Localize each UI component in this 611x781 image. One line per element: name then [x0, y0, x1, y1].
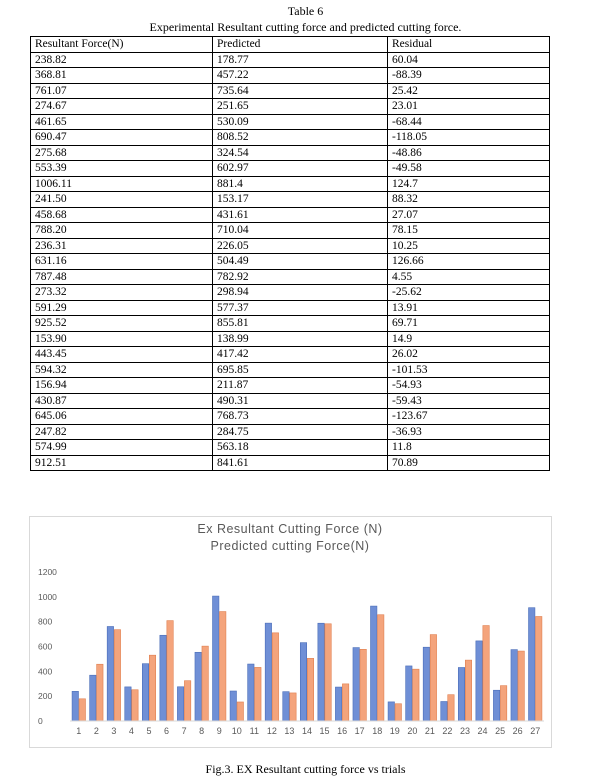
- cell-resultant-force: 430.87: [31, 393, 213, 409]
- bar-experimental: [511, 650, 517, 721]
- cell-predicted: 782.92: [213, 269, 388, 285]
- bar-experimental: [458, 668, 464, 721]
- bar-experimental: [300, 643, 306, 721]
- bar-predicted: [220, 612, 226, 721]
- cell-predicted: 695.85: [213, 362, 388, 378]
- bar-group: [72, 596, 542, 721]
- chart-subtitle: Predicted cutting Force(N): [210, 539, 370, 553]
- table-row: [31, 176, 550, 192]
- cell-residual: 78.15: [388, 223, 550, 239]
- cell-residual: 26.02: [388, 347, 550, 363]
- y-tick-label: 200: [38, 691, 53, 702]
- bar-experimental: [90, 675, 96, 721]
- bar-experimental: [142, 664, 148, 721]
- cell-predicted: 178.77: [213, 52, 388, 68]
- bar-predicted: [132, 690, 138, 721]
- x-tick-label: 27: [530, 726, 541, 736]
- cell-residual: -123.67: [388, 409, 550, 425]
- x-tick-label: 7: [181, 726, 187, 736]
- bar-experimental: [72, 691, 78, 721]
- cell-residual: 27.07: [388, 207, 550, 223]
- cell-resultant-force: 368.81: [31, 68, 213, 84]
- table-row: [31, 130, 550, 146]
- x-tick-label: 4: [128, 726, 134, 736]
- bar-experimental: [318, 623, 324, 721]
- cell-residual: 23.01: [388, 99, 550, 115]
- x-tick-label: 17: [354, 726, 365, 736]
- cell-resultant-force: 787.48: [31, 269, 213, 285]
- cell-resultant-force: 156.94: [31, 378, 213, 394]
- bar-predicted: [395, 704, 401, 721]
- cell-resultant-force: 553.39: [31, 161, 213, 177]
- x-tick-label: 1: [76, 726, 82, 736]
- cell-resultant-force: 153.90: [31, 331, 213, 347]
- bar-experimental: [230, 691, 236, 721]
- header-predicted: Predicted: [213, 37, 388, 53]
- table-row: [31, 285, 550, 301]
- cell-resultant-force: 788.20: [31, 223, 213, 239]
- table-row: [31, 440, 550, 456]
- bar-experimental: [529, 608, 535, 721]
- x-tick-label: 20: [407, 726, 418, 736]
- chart-frame: [29, 516, 552, 748]
- cell-predicted: 153.17: [213, 192, 388, 208]
- x-tick-label: 15: [319, 726, 330, 736]
- bar-predicted: [448, 695, 454, 721]
- cell-resultant-force: 591.29: [31, 300, 213, 316]
- bar-predicted: [97, 664, 103, 721]
- bar-predicted: [465, 660, 471, 721]
- cell-predicted: 602.97: [213, 161, 388, 177]
- bar-experimental: [248, 664, 254, 721]
- table-row: [31, 83, 550, 99]
- cell-predicted: 710.04: [213, 223, 388, 239]
- bar-experimental: [177, 687, 183, 721]
- cell-predicted: 577.37: [213, 300, 388, 316]
- bar-predicted: [342, 684, 348, 721]
- bar-experimental: [335, 687, 341, 721]
- y-tick-label: 1200: [38, 567, 57, 577]
- cell-residual: 13.91: [388, 300, 550, 316]
- cell-residual: -25.62: [388, 285, 550, 301]
- cell-residual: 11.8: [388, 440, 550, 456]
- bar-experimental: [441, 702, 447, 721]
- bar-predicted: [237, 702, 243, 721]
- cell-resultant-force: 236.31: [31, 238, 213, 254]
- bar-experimental: [423, 647, 429, 721]
- cell-resultant-force: 631.16: [31, 254, 213, 270]
- bar-predicted: [518, 651, 524, 721]
- x-tick-label: 9: [216, 726, 222, 736]
- cell-predicted: 504.49: [213, 254, 388, 270]
- bar-experimental: [213, 596, 219, 721]
- table-header-row: [31, 37, 550, 53]
- y-axis-ticks: [38, 567, 57, 726]
- bar-predicted: [483, 626, 489, 721]
- cell-resultant-force: 247.82: [31, 424, 213, 440]
- cell-predicted: 881.4: [213, 176, 388, 192]
- x-tick-label: 18: [372, 726, 383, 736]
- cell-resultant-force: 574.99: [31, 440, 213, 456]
- bar-experimental: [195, 652, 201, 721]
- y-tick-label: 400: [38, 666, 53, 677]
- table-row: [31, 145, 550, 161]
- x-tick-label: 21: [424, 726, 435, 736]
- table-caption: Experimental Resultant cutting force and predicted cutting force.: [149, 20, 462, 34]
- cell-resultant-force: 273.32: [31, 285, 213, 301]
- bar-predicted: [360, 649, 366, 721]
- x-axis-ticks: [76, 726, 540, 736]
- table-row: [31, 331, 550, 347]
- cell-residual: 88.32: [388, 192, 550, 208]
- table-row: [31, 223, 550, 239]
- bar-experimental: [265, 623, 271, 721]
- x-tick-label: 8: [199, 726, 205, 736]
- bar-experimental: [160, 635, 166, 721]
- cell-resultant-force: 458.68: [31, 207, 213, 223]
- y-tick-label: 800: [38, 616, 53, 627]
- cell-residual: -68.44: [388, 114, 550, 130]
- x-tick-label: 14: [301, 726, 313, 736]
- bar-experimental: [406, 666, 412, 721]
- cell-residual: 25.42: [388, 83, 550, 99]
- cell-residual: -49.58: [388, 161, 550, 177]
- table-row: [31, 99, 550, 115]
- cell-residual: -48.86: [388, 145, 550, 161]
- bar-predicted: [307, 658, 313, 721]
- cell-residual: -54.93: [388, 378, 550, 394]
- x-tick-label: 10: [231, 726, 242, 736]
- x-tick-label: 23: [459, 726, 471, 736]
- cell-predicted: 563.18: [213, 440, 388, 456]
- cell-residual: -118.05: [388, 130, 550, 146]
- cell-residual: 14.9: [388, 331, 550, 347]
- bar-predicted: [430, 635, 436, 721]
- bar-predicted: [114, 630, 120, 721]
- table-row: [31, 52, 550, 68]
- cell-residual: -59.43: [388, 393, 550, 409]
- table-row: [31, 347, 550, 363]
- cell-predicted: 431.61: [213, 207, 388, 223]
- cell-predicted: 417.42: [213, 347, 388, 363]
- bar-experimental: [353, 648, 359, 721]
- x-tick-label: 3: [111, 726, 117, 736]
- cell-resultant-force: 594.32: [31, 362, 213, 378]
- table-row: [31, 238, 550, 254]
- header-resultant-force: Resultant Force(N): [31, 37, 213, 53]
- cell-residual: 60.04: [388, 52, 550, 68]
- x-tick-label: 11: [249, 726, 260, 736]
- cell-resultant-force: 241.50: [31, 192, 213, 208]
- bar-predicted: [167, 621, 173, 721]
- bar-experimental: [283, 692, 289, 721]
- x-tick-label: 12: [266, 726, 277, 736]
- table-row: [31, 161, 550, 177]
- bar-predicted: [149, 655, 155, 721]
- cell-residual: -88.39: [388, 68, 550, 84]
- bar-predicted: [272, 633, 278, 721]
- cell-resultant-force: 443.45: [31, 347, 213, 363]
- cell-residual: 124.7: [388, 176, 550, 192]
- cell-predicted: 841.61: [213, 455, 388, 471]
- cell-predicted: 298.94: [213, 285, 388, 301]
- table-row: [31, 409, 550, 425]
- cell-predicted: 530.09: [213, 114, 388, 130]
- cell-resultant-force: 761.07: [31, 83, 213, 99]
- table-row: [31, 378, 550, 394]
- cell-residual: 10.25: [388, 238, 550, 254]
- cell-resultant-force: 275.68: [31, 145, 213, 161]
- cell-predicted: 855.81: [213, 316, 388, 332]
- cell-predicted: 284.75: [213, 424, 388, 440]
- cell-resultant-force: 912.51: [31, 455, 213, 471]
- table-row: [31, 192, 550, 208]
- x-tick-label: 24: [477, 726, 488, 736]
- table-row: [31, 269, 550, 285]
- cell-predicted: 226.05: [213, 238, 388, 254]
- bar-experimental: [107, 627, 113, 721]
- bar-predicted: [536, 617, 542, 721]
- cell-residual: -101.53: [388, 362, 550, 378]
- cell-predicted: 457.22: [213, 68, 388, 84]
- table-row: [31, 300, 550, 316]
- cell-predicted: 211.87: [213, 378, 388, 394]
- bar-experimental: [493, 690, 499, 721]
- x-tick-label: 19: [389, 726, 400, 736]
- x-tick-label: 26: [512, 726, 523, 736]
- table-row: [31, 68, 550, 84]
- figure-caption: Fig.3. EX Resultant cutting force vs trials: [205, 762, 406, 776]
- bar-predicted: [184, 681, 190, 721]
- bar-predicted: [79, 699, 85, 721]
- cell-resultant-force: 461.65: [31, 114, 213, 130]
- table-body: [31, 52, 550, 471]
- x-tick-label: 13: [284, 726, 295, 736]
- bar-predicted: [325, 624, 331, 721]
- cell-predicted: 324.54: [213, 145, 388, 161]
- x-tick-label: 16: [337, 726, 348, 736]
- bar-chart: [30, 517, 551, 747]
- x-tick-label: 5: [146, 726, 152, 736]
- table-row: [31, 254, 550, 270]
- results-table: [30, 36, 550, 471]
- bar-experimental: [476, 641, 482, 721]
- bar-predicted: [290, 693, 296, 721]
- table-row: [31, 114, 550, 130]
- x-tick-label: 2: [93, 726, 99, 736]
- bar-predicted: [202, 646, 208, 721]
- bar-predicted: [500, 686, 506, 721]
- table-row: [31, 207, 550, 223]
- cell-predicted: 735.64: [213, 83, 388, 99]
- cell-residual: -36.93: [388, 424, 550, 440]
- cell-predicted: 768.73: [213, 409, 388, 425]
- cell-predicted: 138.99: [213, 331, 388, 347]
- cell-resultant-force: 925.52: [31, 316, 213, 332]
- table-row: [31, 455, 550, 471]
- cell-residual: 70.89: [388, 455, 550, 471]
- table-row: [31, 316, 550, 332]
- chart-title: Ex Resultant Cutting Force (N): [197, 522, 383, 536]
- bar-experimental: [371, 606, 377, 721]
- cell-residual: 126.66: [388, 254, 550, 270]
- bar-predicted: [255, 667, 261, 721]
- table-row: [31, 393, 550, 409]
- table-row: [31, 362, 550, 378]
- cell-predicted: 490.31: [213, 393, 388, 409]
- bar-experimental: [125, 687, 131, 721]
- x-tick-label: 25: [495, 726, 506, 736]
- bar-predicted: [413, 669, 419, 721]
- x-tick-label: 22: [442, 726, 453, 736]
- cell-resultant-force: 645.06: [31, 409, 213, 425]
- table-number: Table 6: [287, 4, 324, 18]
- cell-resultant-force: 1006.11: [31, 176, 213, 192]
- cell-predicted: 808.52: [213, 130, 388, 146]
- header-residual: Residual: [388, 37, 550, 53]
- cell-residual: 69.71: [388, 316, 550, 332]
- cell-residual: 4.55: [388, 269, 550, 285]
- y-tick-label: 0: [38, 716, 43, 726]
- x-tick-label: 6: [164, 726, 170, 736]
- cell-resultant-force: 238.82: [31, 52, 213, 68]
- cell-resultant-force: 690.47: [31, 130, 213, 146]
- bar-experimental: [388, 702, 394, 721]
- bar-predicted: [378, 615, 384, 721]
- y-tick-label: 1000: [38, 591, 57, 602]
- y-tick-label: 600: [38, 641, 53, 652]
- cell-resultant-force: 274.67: [31, 99, 213, 115]
- table-row: [31, 424, 550, 440]
- cell-predicted: 251.65: [213, 99, 388, 115]
